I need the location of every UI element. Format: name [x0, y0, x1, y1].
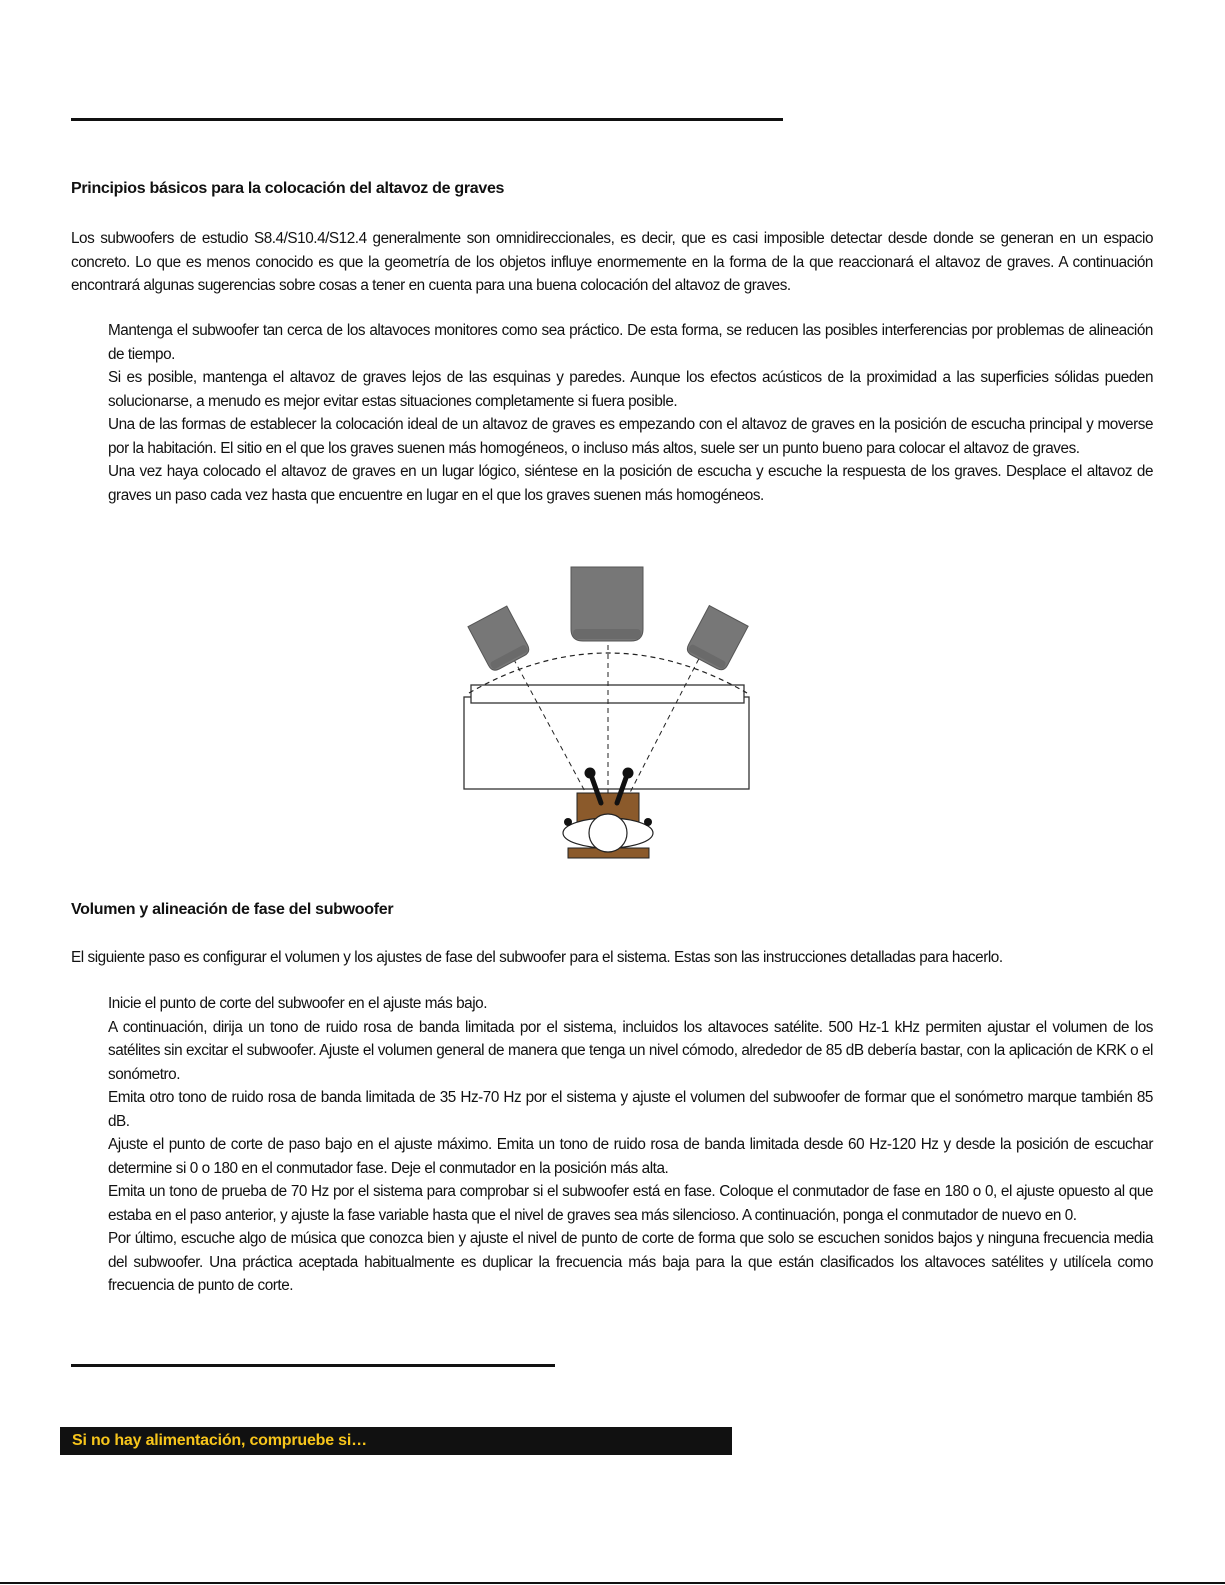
list-item: Emita otro tono de ruido rosa de banda limitada de 35 Hz-70 Hz por el sistema y ajuste el volumen del subwoofer de formar que el sonómetro marque también 85 dB. [108, 1089, 1153, 1130]
desk-outline [464, 697, 749, 789]
right-speaker [685, 606, 748, 673]
placement-intro-paragraph: Los subwoofers de estudio S8.4/S10.4/S12.4 generalmente son omnidireccionales, es decir, que es casi imposible detectar desde donde se generan en un espacio concreto. Lo que es menos conocido es que la geometría de los objetos influye enormemente en la forma de la que reaccionará el altavoz de graves. A continuación encontrará algunas sugerencias sobre cosas a tener en cuenta para una buena colocación del altavoz de graves. [71, 230, 1153, 294]
list-item: Ajuste el punto de corte de paso bajo en el ajuste máximo. Emita un tono de ruido rosa de banda limitada desde 60 Hz-120 Hz y desde la posición de escuchar determine si 0 o 180 en el conmutador fase. Deje el conmutador en la posición más alta. [108, 1136, 1153, 1177]
subwoofer-placement-diagram [455, 565, 765, 870]
list-item: Una de las formas de establecer la colocación ideal de un altavoz de graves es empezando con el altavoz de graves en la posición de escucha principal y moverse por la habitación. El sitio en el que los graves suenen más homogéneos, o incluso más altos, suele ser un punto bueno para colocar el altavoz de graves. [108, 416, 1153, 457]
section-heading-placement: Principios básicos para la colocación del altavoz de graves [71, 180, 505, 197]
page-bottom-border [0, 1582, 1225, 1584]
top-divider [71, 118, 783, 121]
left-speaker [468, 606, 531, 673]
phase-steps-list [108, 992, 1153, 1298]
list-item: Inicie el punto de corte del subwoofer en el ajuste más bajo. [108, 995, 488, 1012]
list-item: A continuación, dirija un tono de ruido rosa de banda limitada por el sistema, incluidos los altavoces satélite. 500 Hz-1 kHz permiten ajustar el volumen de los satélites sin excitar el subwoofer. Ajuste el volumen general de manera que tenga un nivel cómodo, alrededor de 85 dB debería bastar, con la aplicación de KRK o el sonómetro. [108, 1018, 1153, 1083]
troubleshooting-banner: Si no hay alimentación, compruebe si… [60, 1427, 732, 1455]
listener-head [589, 814, 627, 852]
section-heading-phase: Volumen y alineación de fase del subwoofer [71, 901, 394, 918]
placement-tips-list [108, 319, 1153, 507]
phase-intro-paragraph: El siguiente paso es configurar el volumen y los ajustes de fase del subwoofer para el sistema. Estas son las instrucciones detalladas para hacerlo. [71, 949, 1003, 966]
list-item: Por último, escuche algo de música que conozca bien y ajuste el nivel de punto de corte de forma que solo se escuchen sonidos bajos y ninguna frecuencia media del subwoofer. Una práctica aceptada habitualmente es duplicar la frecuencia más baja para la que están clasificados los altavoces satélites y utilícela como frecuencia de punto de corte. [108, 1230, 1153, 1294]
list-item: Mantenga el subwoofer tan cerca de los altavoces monitores como sea práctico. De esta forma, se reducen las posibles interferencias por problemas de alineación de tiempo. [108, 322, 1153, 363]
section-divider [71, 1364, 555, 1367]
list-item: Si es posible, mantenga el altavoz de graves lejos de las esquinas y paredes. Aunque los efectos acústicos de la proximidad a las superficies sólidas pueden solucionarse, a menudo es mejor evitar estas situaciones completamente si fuera posible. [108, 369, 1153, 410]
list-item: Una vez haya colocado el altavoz de graves en un lugar lógico, siéntese en la posición de escucha y escuche la respuesta de los graves. Desplace el altavoz de graves un paso cada vez hasta que encuentre en lugar en el que los graves suenen más homogéneos. [108, 463, 1153, 504]
list-item: Emita un tono de prueba de 70 Hz por el sistema para comprobar si el subwoofer está en fase. Coloque el conmutador de fase en 180 o 0, el ajuste opuesto al que estaba en el paso anterior, y ajuste la fase variable hasta que el nivel de graves sea más silencioso. A continuación, ponga el conmutador de nuevo en 0. [108, 1183, 1153, 1224]
